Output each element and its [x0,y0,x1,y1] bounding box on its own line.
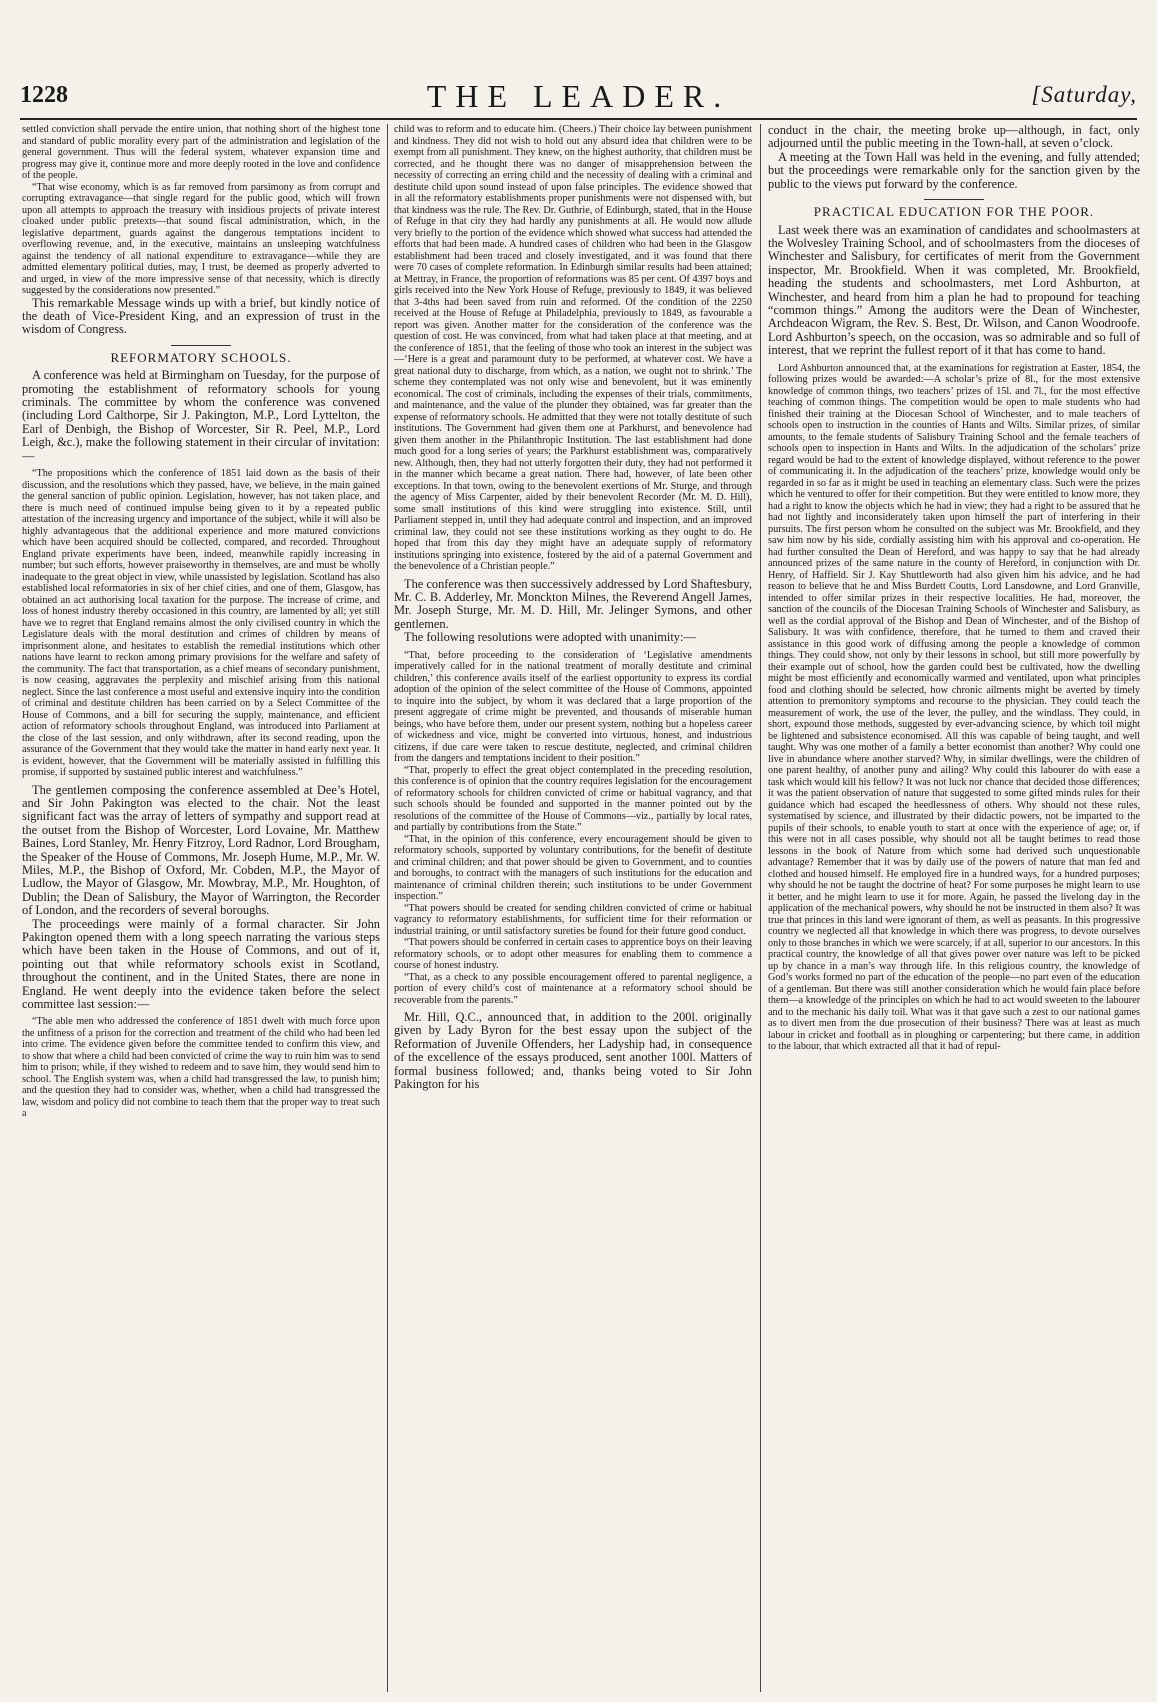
paper-title: THE LEADER. [426,78,731,114]
article-paragraph: “The propositions which the conference of 1851 laid down as the basis of their discussion, and the resolutions which they passed, have, we believe, in the main gained the general sanction of public opinion. Legislation, however, has not taken place, and there is much need of continued impulse being given to it by a repeated public attestation of the increasing urgency and importance of the subject, while it will also be highly advantageous that the additional experience and more matured convictions which have been acquired should be collected, compared, and recorded. Throughout England private experiments have been, indeed, meanwhile rapidly increasing in number; but such efforts, however praiseworthy in themselves, are and must be wholly inadequate to the great object in view, while unassisted by legislation. Scotland has also established local reformatories in six of her chief cities, and one of them, Glasgow, has obtained an act authorising local taxation for the purpose. The increase of crime, and loss of honest industry thereby occasioned in this country, are lamented by all; yet still have we to regret that England remains almost the only civilised country in which the Legislature deals with the moral destitution and crimes of children by means of imprisonment alone, and hesitates to establish the remedial institutions which other nations have learnt to reckon among primary provisions for the welfare and safety of the community. The fact that transportation, as a chief means of secondary punishment, is now ceasing, aggravates the perplexity and mischief arising from this national neglect. Since the last conference a most useful and extensive inquiry into the condition of criminal and destitute children has been carried on by a Select Committee of the House of Commons, and a bill for securing the supply, maintenance, and efficient action of reformatory schools throughout England, was introduced into Parliament at the close of the last session, and only withdrawn, after its second reading, upon the assurance of the Government that they would take the matter in hand early next year. It is evident, however, that the Government will be materially assisted in fulfilling this promise, if supported by sustained public interest and watchfulness.” [22,468,380,779]
resolution-paragraph: “That powers should be created for sending children convicted of crime or habitual vagrancy to reformatory establishments, for sufficient time for their reformation or industrial training, or until satisfactory sureties be found for their future good conduct. [394,902,752,937]
article-paragraph: conduct in the chair, the meeting broke up—although, in fact, only adjourned until the public meeting in the Town-hall, at seven o’clock. [768,124,1140,151]
resolution-paragraph: “That, before proceeding to the consideration of ‘Legislative amendments imperatively called for in the national treatment of morally destitute and criminal children,’ this conference avails itself of the earliest opportunity to express its cordial adoption of the opinion of the select committee of the House of Commons, appointed to inquire into the subject, by whom it was declared that a large proportion of the present aggregate of crime might be prevented, and thousands of miserable human beings, who have before them, under our present system, nothing but a hopeless career of wickedness and vice, might be converted into virtuous, honest, and industrious citizens, if due care were taken to rescue destitute, neglected, and criminal children from the dangers and temptations incident to their position.” [394,649,752,765]
article-paragraph: Lord Ashburton announced that, at the examinations for registration at Easter, 1854, the following prizes would be awarded:—A scholar’s prize of 8l., for the most extensive knowledge of common things, two teachers’ prizes of 15l. and 7l., for the most effective teaching of common things. The competition would be open to male students who had finished their training at the Diocesan School of Winchester, and to male teachers of schools open to instruction in the counties of Hants and Wilts. Similar prizes, of similar amounts, to the female students of Salisbury Training School and the female teachers of schools open to inspection in Hants and Wilts. In the adjudication of the scholars’ prize regard would be had to the extent of knowledge displayed, without reference to the power of communicating it. In the adjudication of the teachers’ prize, knowledge would only be regarded in so far as it might be used in teaching an elementary class. Such were the prizes which he ventured to offer for their competition. But they were entitled to know more, they had a right to know the objects which he had in view; they had a right to be assured that he had not lightly and inconsiderately taken upon himself the part of interfering in their pursuits. The first person whom he consulted on the subject was Mr. Brookfield, and they saw him now by his side, cordially assisting him with his approval and co-operation. He had further consulted the Dean of Hereford, and was happy to say that he had already announced prizes of the same nature in the county of Hereford, in conjunction with Dr. Henry, of Haffield. Sir J. Kay Shuttleworth had also given him his advice, and he had reason to believe that he and Miss Burdett Coutts, Lord Lansdowne, and Lord Granville, intended to offer similar prizes in their respective localities. He had, moreover, the sanction of the councils of the Diocesan Training Schools of Winchester and Salisbury, as well as the cordial approval of the Bishop and Dean of Winchester, and of the Bishop of Salisbury. It was with confidence, therefore, that he turned to them and craved their assistance in this good work of diffusing among the people a knowledge of common things. They could show, not only by their lessons in school, but still more powerfully by their example out of school, how the garden could best be cultivated, how the dwelling might be most efficiently and economically warmed and ventilated, upon what principles food and clothing should be selected, how chronic ailments might be averted by timely attention to premonitory symptoms and recourse to the physician. They could teach the measurement of work, the use of the lever, the pulley, and the windlass. They could, in short, expound those methods, suggested by ever-advancing science, by which toil might be lightened and subsistence economised. All this was capable of being taught, and well taught. Why was one mother of a family a better economist than another? Why could one live in abundance where another starved? Why, in similar dwellings, were the children of one parent healthy, of another puny and ailing? Why could this labourer do with ease a task which would kill his fellow? It was not luck nor chance that decided those differences; it was the patient observation of nature that suggested to some gifted minds rules for their guidance which had escaped the heedlessness of others. Why should not these rules, systematised by science, and illustrated by their didactic powers, not be imparted to the pupils of their schools, to enable youth to start at once with the experience of age; or, if this were not in all cases possible, why should not all be taught betimes to read those lessons in the book of Nature from which some had derived such unquestionable advantage? Remember that it was by daily use of the powers of nature that man fed and clothed and housed himself. He employed fire in a hundred ways, for a hundred purposes; why should he not be taught the doctrine of heat? For some purposes he might learn to use it better, and he might learn to use it for more. Again, he passed the livelong day in the application of the mechanical powers, why should he not be instructed in them also? It was true that princes in this land were ignorant of them, as well as peasants. In this progressive country we neglected all that knowledge in which there was progress, to devote ourselves only to those branches in which we were scarcely, if at all, superior to our ancestors. In this practical country, the knowledge of all that gives power over nature was left to be picked up by chance in a man’s way through life. In this religious country, the knowledge of God’s works formed no part of the education of the people—no part even of the education of a gentleman. But there was still another consideration which he would fain place before them—a knowledge of the principles on which he had to act would sweeten to the labourer and to the mechanic his daily toil. What was it that gave such a zest to our national games as to divert men from the due prosecution of their business? There was at least as much labour in cricket and football as in ploughing or carpentering; but there came, in addition to the labour, that which extracted all that it had of repul- [768,362,1140,1053]
page-number: 1228 [20,82,68,108]
column-3 [768,124,1140,1692]
header-rule [20,118,1137,120]
resolution-paragraph: “That powers should be conferred in certain cases to apprentice boys on their leaving reformatory schools, or to adopt other measures for enabling them to commence a course of honest industry. [394,937,752,972]
resolution-paragraph: “That, in the opinion of this conference, every encouragement should be given to reformatory schools, supported by voluntary contributions, for the benefit of destitute and criminal children; and that power should be given to Government, and to counties and boroughs, to contract with the managers of such institutions for the education and maintenance of criminal children therein; such institutions to be under Government inspection.” [394,833,752,903]
column-2 [394,124,752,1692]
resolution-paragraph: “That, properly to effect the great object contemplated in the preceding resolution, this conference is of opinion that the country requires legislation for the encouragement of reformatory schools for children convicted of crime or habitual vagrancy, and that such schools should be founded and supported in the manner pointed out by the resolutions of the committee of the House of Commons—viz., partially by local rates, and partially by contributions from the State.” [394,764,752,834]
section-heading: REFORMATORY SCHOOLS. [110,349,292,365]
article-paragraph: Mr. Hill, Q.C., announced that, in addition to the 200l. originally given by Lady Byron for the best essay upon the subject of the Reformation of Juvenile Offenders, her Ladyship had, in consequence of the excellence of the essays produced, sent another 100l. Matters of formal business followed; and, thanks being voted to Sir John Pakington for his [394,1010,752,1092]
article-paragraph: The proceedings were mainly of a formal character. Sir John Pakington opened them with a long speech narrating the various steps which have been taken in the House of Commons, and out of it, pointing out that while reformatory schools exist in Scotland, throughout the continent, and in the United States, there are none in England. He went deeply into the evidence taken before the select committee last session:— [22,916,380,1012]
article-paragraph: The gentlemen composing the conference assembled at Dee’s Hotel, and Sir John Pakington was elected to the chair. Not the least significant fact was the array of letters of sympathy and support read at the outset from the Bishop of Worcester, Lord Lovaine, Mr. Matthew Baines, Lord Stanley, Mr. Henry Fitzroy, Lord Radnor, Lord Brougham, the Speaker of the House of Commons, Mr. Joseph Hume, M.P., Mr. W. Miles, M.P., the Bishop of Oxford, Mr. Cobden, M.P., the Mayor of Ludlow, the Mayor of Glasgow, Mr. Mowbray, M.P., Mr. Houghton, of Dublin; the Dean of Salisbury, the Mayor of Warrington, the Recorder of London, and the recorders of several boroughs. [22,782,380,918]
article-paragraph: The following resolutions were adopted with unanimity:— [404,630,696,645]
column-divider [760,124,761,1692]
article-paragraph: child was to reform and to educate him. (Cheers.) Their choice lay between punishment and kindness. They did not wish to hold out any absurd idea that children were to be exempt from all punishment. They knew, on the highest authority, that children must be corrected, and he thought there was no danger of misapprehension between the necessity of correcting an erring child and the necessity of dealing with a criminal and destitute child upon sound instead of upon false principles. The evidence showed that in all the reformatory establishments proper punishments were not dispensed with, but that kindness was the rule. The Rev. Dr. Guthrie, of Edinburgh, stated, that in the House of Refuge in that city they had hardly any punishments at all. He would now allude very briefly to the portion of the evidence which showed what success had attended the efforts that had been made. A hundred cases of children who had been in the Glasgow establishment had been traced and closely investigated, and it was found that there were 70 cases of complete reformation. In Edinburgh similar results had been attained; at Mettray, in France, the proportion of reformations was 85 per cent. Of 4397 boys and girls received into the New York House of Refuge, previously to 1849, it was believed that 3-4ths had been saved from ruin and reformed. Of the condition of the 2250 received at the House of Refuge at Philadelphia, previously to 1849, as favourable a report was given. Another matter for the consideration of the conference was the question of cost. He was convinced, from what had taken place at that meeting, and at the conference of 1851, that the feeling of those who took an interest in the subject was—‘Here is a great and paramount duty to be performed, at whatever cost. We have a great national duty to discharge, from which, as a nation, we ought not to shrink.’ The scheme they contemplated was not only wise and benevolent, but it was eminently economical. The cost of criminals, including the expenses of their trials, commitments, and maintenance, and the value of the plunder they obtained, was far greater than the expense of reformatory schools. He admitted that they were not totally destitute of such institutions. The Government had given them one at Parkhurst, and benevolence had given them another in the Philanthropic Institution. The last establishment had done much good for a long series of years; the Parkhurst establishment was, comparatively new. Although, then, they had not utterly forgotten their duty, they had not performed it in the manner which became a great nation. There had, however, of late been other exceptions. In that town, owing to the benevolent exertions of Mr. Sturge, and through the agency of Miss Carpenter, aided by their benevolent Recorder (Mr. M. D. Hill), some small institutions of this kind were struggling into existence. Still, until Parliament stepped in, until they had adequate control and inspection, and an improved criminal law, they could not see these institutions working as they ought to do. He hoped that from this day they might have an adequate supply of reformatory institutions springing into existence, fostered by the aid of a paternal Government and the benevolence of a Christian people.” [394,124,752,572]
resolution-paragraph: “That, as a check to any possible encouragement offered to parental negligence, a portion of every child’s cost of maintenance at a reformatory school should be recoverable from the parents.” [394,971,752,1006]
column-1 [22,124,380,1692]
section-heading: PRACTICAL EDUCATION FOR THE POOR. [813,204,1095,220]
section-rule [924,199,984,200]
article-paragraph: A conference was held at Birmingham on Tuesday, for the purpose of promoting the establishment of reformatory schools for young criminals. The committee by whom the conference was convened (including Lord Calthorpe, Sir J. Pakington, M.P., Lord Lyttelton, the Earl of Denbigh, the Bishop of Worcester, Sir R. Peel, M.P., Lord Leigh, &c.), make the following statement in their circular of invitation:— [22,368,380,463]
article-paragraph: This remarkable Message winds up with a brief, but kindly notice of the death of Vice-President King, and an expression of trust in the wisdom of Congress. [22,295,380,337]
article-paragraph: “That wise economy, which is as far removed from parsimony as from corrupt and corrupting extravagance—that single regard for the public good, which will frown upon all attempts to approach the treasury with insidious projects of private interest cloaked under public pretexts—that sound fiscal administration, which, in the legislative department, guards against the dangerous temptations incident to overflowing revenue, and, in the executive, maintains an unsleeping watchfulness against the tendency of all national expenditure to extravagance—while they are admitted elementary political duties, may, I trust, be deemed as properly adverted to and urged, in view of the more impressive sense of that necessity, which is directly suggested by the considerations now presented.” [22,181,380,296]
masthead [20,78,1137,118]
section-rule [171,345,231,346]
article-paragraph: “The able men who addressed the conference of 1851 dwelt with much force upon the unfitness of a prison for the correction and treatment of the child who had been led into crime. The evidence given before the committee tended to confirm this view, and to show that where a child had been convicted of crime the way to ruin him was to send him to prison; while, if they wished to redeem and to save him, they would send him to school. The English system was, when a child had transgressed the law, to punish him; and the question they had to consider was, whether, when a child had transgressed the law, wisdom and policy did not combine to teach them that the proper way to treat such a [22,1016,380,1120]
column-divider [387,124,388,1692]
article-paragraph: The conference was then successively addressed by Lord Shaftesbury, Mr. C. B. Adderley, Mr. Monckton Milnes, the Reverend Angell James, Mr. Joseph Sturge, Mr. M. D. Hill, Mr. Jelinger Symons, and other gentlemen. [394,576,752,631]
article-paragraph: Last week there was an examination of candidates and schoolmasters at the Wolvesley Training School, and of schoolmasters from the dioceses of Winchester and Salisbury, for certificates of merit from the Government inspector, Mr. Brookfield. When it was completed, Mr. Brookfield, heading the students and schoolmasters, met Lord Ashburton, at Winchester, and heard from him a plan he had to propound for teaching “common things.” Among the auditors were the Dean of Winchester, Archdeacon Wigram, the Rev. S. Best, Dr. Wilson, and Canon Woodroofe. Lord Ashburton’s speech, on the occasion, was so admirable and so full of interest, that we reprint the fullest report of it that has come to hand. [768,222,1140,358]
article-paragraph: settled conviction shall pervade the entire union, that nothing short of the highest tone and standard of public morality every part of the administration and legislation of the general government. Thus will the federal system, whatever expansion time and progress may give it, continue more and more deeply rooted in the love and confidence of the people. [22,124,380,181]
article-paragraph: A meeting at the Town Hall was held in the evening, and fully attended; but the proceedings were remarkable only for the sanction given by the public to the views put forward by the conference. [768,149,1140,191]
issue-day: [Saturday, [1031,82,1137,107]
